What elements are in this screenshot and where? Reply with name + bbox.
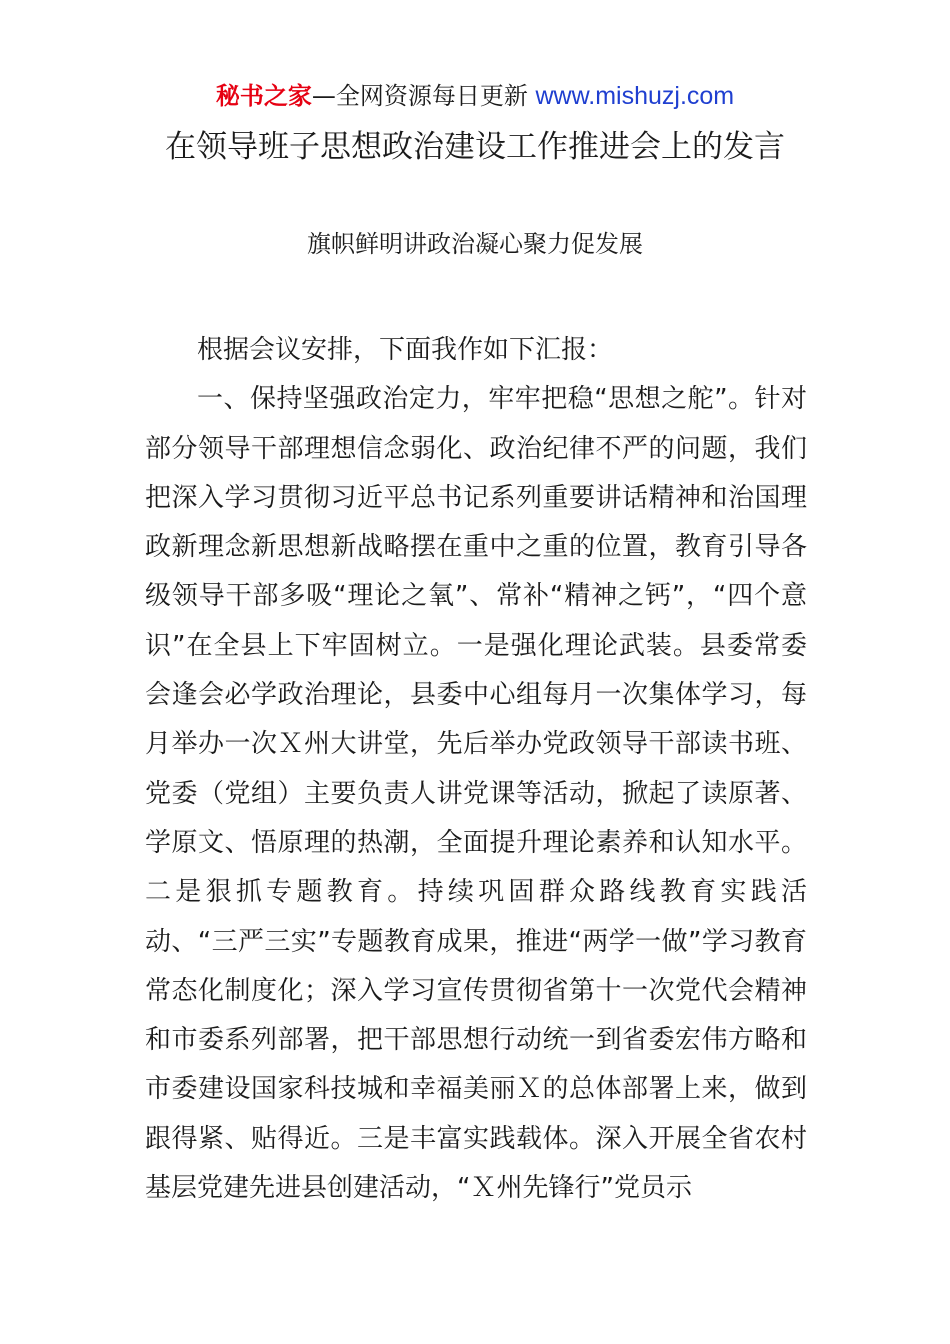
document-body bbox=[145, 326, 807, 1213]
document-title: 在领导班子思想政治建设工作推进会上的发言 bbox=[165, 129, 785, 165]
site-header-banner bbox=[0, 80, 950, 112]
paragraph-section-one: 一、保持坚强政治定力，牢牢把稳“思想之舵”。针对部分领导干部理想信念弱化、政治纪律不严的问题，我们把深入学习贯彻习近平总书记系列重要讲话精神和治国理政新理念新思想新战略摆在重中之重的位置，教育引导各级领导干部多吸“理论之氧”、常补“精神之钙”，“四个意识”在全县上下牢固树立。一是强化理论武装。县委常委会逢会必学政治理论，县委中心组每月一次集体学习，每月举办一次Ｘ州大讲堂，先后举办党政领导干部读书班、党委（党组）主要负责人讲党课等活动，掀起了读原著、学原文、悟原理的热潮，全面提升理论素养和认知水平。二是狠抓专题教育。持续巩固群众路线教育实践活动、“三严三实”专题教育成果，推进“两学一做”学习教育常态化制度化；深入学习宣传贯彻省第十一次党代会精神和市委系列部署，把干部思想行动统一到省委宏伟方略和市委建设国家科技城和幸福美丽Ｘ的总体部署上来，做到跟得紧、贴得近。三是丰富实践载体。深入开展全省农村基层党建先进县创建活动，“Ｘ州先锋行”党员示 bbox=[145, 384, 807, 1204]
document-subtitle: 旗帜鲜明讲政治凝心聚力促发展 bbox=[307, 230, 643, 258]
header-tagline: —全网资源每日更新 bbox=[311, 82, 536, 110]
site-url-link[interactable]: www.mishuzj.com bbox=[535, 82, 735, 110]
paragraph-intro: 根据会议安排，下面我作如下汇报： bbox=[197, 335, 614, 365]
brand-name: 秘书之家 bbox=[215, 82, 312, 110]
